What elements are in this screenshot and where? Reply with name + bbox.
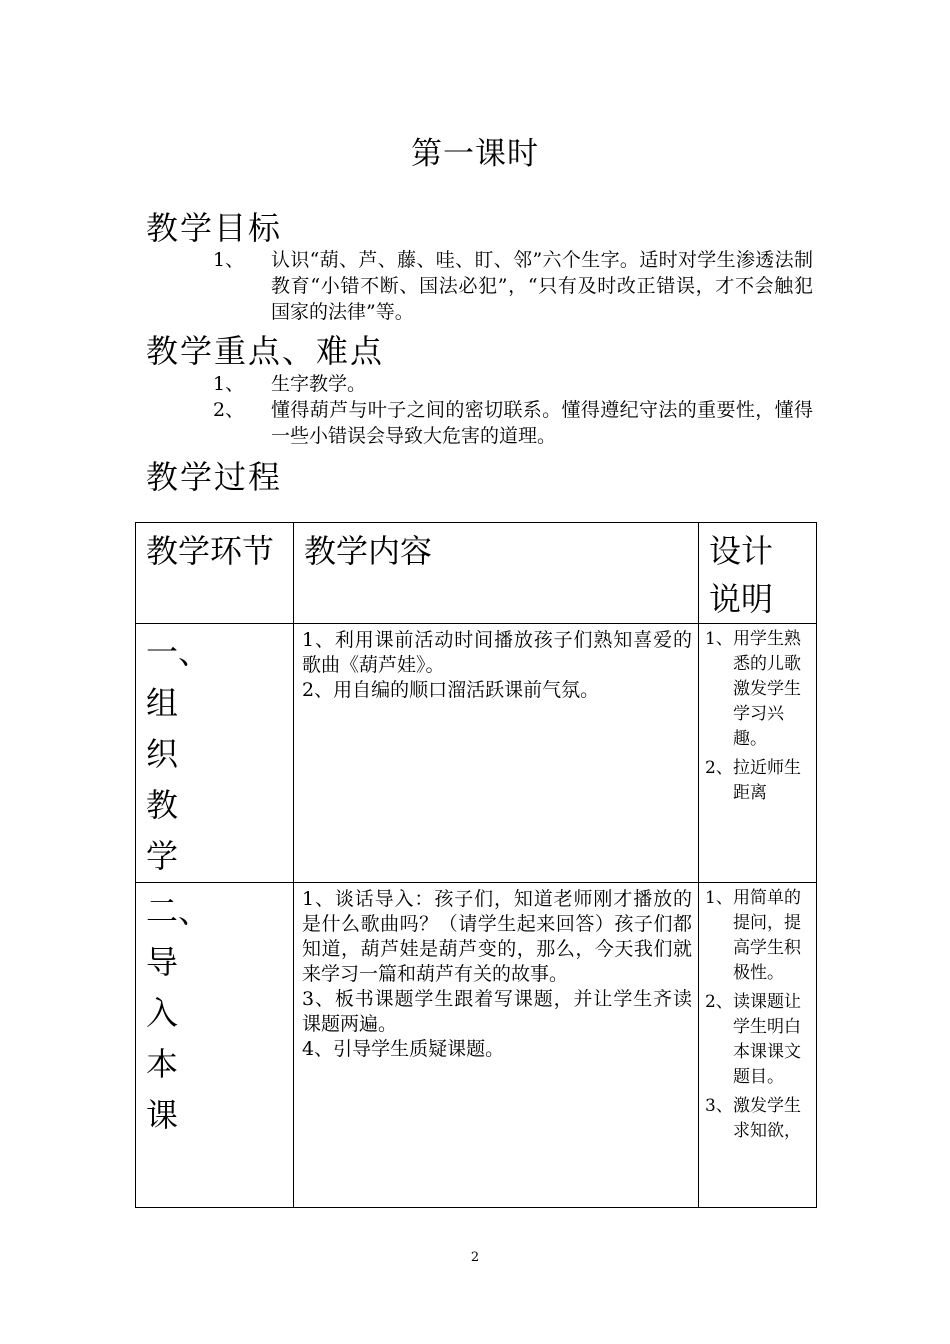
header-note-line1: 设计 — [709, 532, 774, 570]
stage-line: 学 — [146, 837, 179, 875]
note-text: 读课题让学生明白本课课文题目。 — [733, 992, 801, 1087]
item-number: 1、 — [213, 373, 245, 395]
list-item — [213, 397, 813, 449]
key-points-heading: 教学重点、难点 — [146, 332, 385, 370]
stage-cell — [136, 883, 294, 1208]
stage-line: 教 — [146, 786, 179, 824]
note-item — [705, 886, 810, 986]
stage-line: 织 — [146, 735, 179, 773]
stage-line: 课 — [146, 1096, 179, 1134]
stage-line: 组 — [146, 684, 179, 722]
stage-line: 一、 — [146, 633, 211, 671]
key-points-list — [213, 371, 813, 449]
note-number: 2、 — [705, 992, 733, 1012]
note-number: 1、 — [705, 888, 733, 908]
page-number: 2 — [470, 1250, 480, 1265]
item-text: 懂得葫芦与叶子之间的密切联系。懂得遵纪守法的重要性，懂得一些小错误会导致大危害的道理。 — [271, 399, 813, 447]
item-text: 认识“葫、芦、藤、哇、盯、邻”六个生字。适时对学生渗透法制教育“小错不断、国法必犯”，“只有及时改正错误，才不会触犯国家的法律”等。 — [271, 249, 813, 323]
note-item — [705, 990, 810, 1090]
content-line: 3、板书课题学生跟着写课题，并让学生齐读课题两遍。 — [302, 988, 692, 1035]
lesson-table — [135, 522, 817, 1208]
objectives-heading: 教学目标 — [146, 209, 283, 247]
table-header-row — [136, 523, 817, 624]
header-content: 教学内容 — [294, 523, 699, 624]
objectives-list — [213, 247, 813, 325]
note-text: 用简单的提问，提高学生积极性。 — [733, 888, 801, 983]
item-number: 1、 — [213, 249, 245, 271]
content-line: 1、谈话导入：孩子们，知道老师刚才播放的是什么歌曲吗？（请学生起来回答）孩子们都知道，葫芦娃是葫芦变的，那么，今天我们就来学习一篇和葫芦有关的故事。 — [302, 888, 692, 985]
header-note-line2: 说明 — [709, 580, 774, 618]
table-row — [136, 624, 817, 883]
note-number: 1、 — [705, 629, 733, 649]
list-item — [213, 371, 813, 397]
stage-line: 导 — [146, 943, 179, 981]
stage-cell — [136, 624, 294, 883]
note-text: 用学生熟悉的儿歌激发学生学习兴趣。 — [733, 629, 801, 749]
note-number: 3、 — [705, 1096, 733, 1116]
content-cell — [294, 624, 699, 883]
content-line: 1、利用课前活动时间播放孩子们熟知喜爱的歌曲《葫芦娃》。 — [302, 629, 692, 676]
note-cell — [699, 883, 817, 1208]
page-title: 第一课时 — [411, 136, 539, 172]
content-line: 4、引导学生质疑课题。 — [302, 1038, 505, 1060]
stage-line: 本 — [146, 1045, 179, 1083]
item-number: 2、 — [213, 399, 245, 421]
content-line: 2、用自编的顺口溜活跃课前气氛。 — [302, 679, 600, 701]
item-text: 生字教学。 — [271, 373, 367, 395]
note-cell — [699, 624, 817, 883]
stage-line: 入 — [146, 994, 179, 1032]
note-item — [705, 627, 810, 752]
content-cell — [294, 883, 699, 1208]
note-item — [705, 756, 810, 806]
stage-line: 二、 — [146, 892, 211, 930]
process-heading: 教学过程 — [146, 458, 283, 496]
note-text: 拉近师生距离 — [733, 758, 801, 803]
note-text: 激发学生求知欲， — [733, 1096, 801, 1141]
header-note — [699, 523, 817, 624]
note-item — [705, 1094, 810, 1144]
header-stage: 教学环节 — [136, 523, 294, 624]
table-row — [136, 883, 817, 1208]
list-item — [213, 247, 813, 325]
note-number: 2、 — [705, 758, 733, 778]
